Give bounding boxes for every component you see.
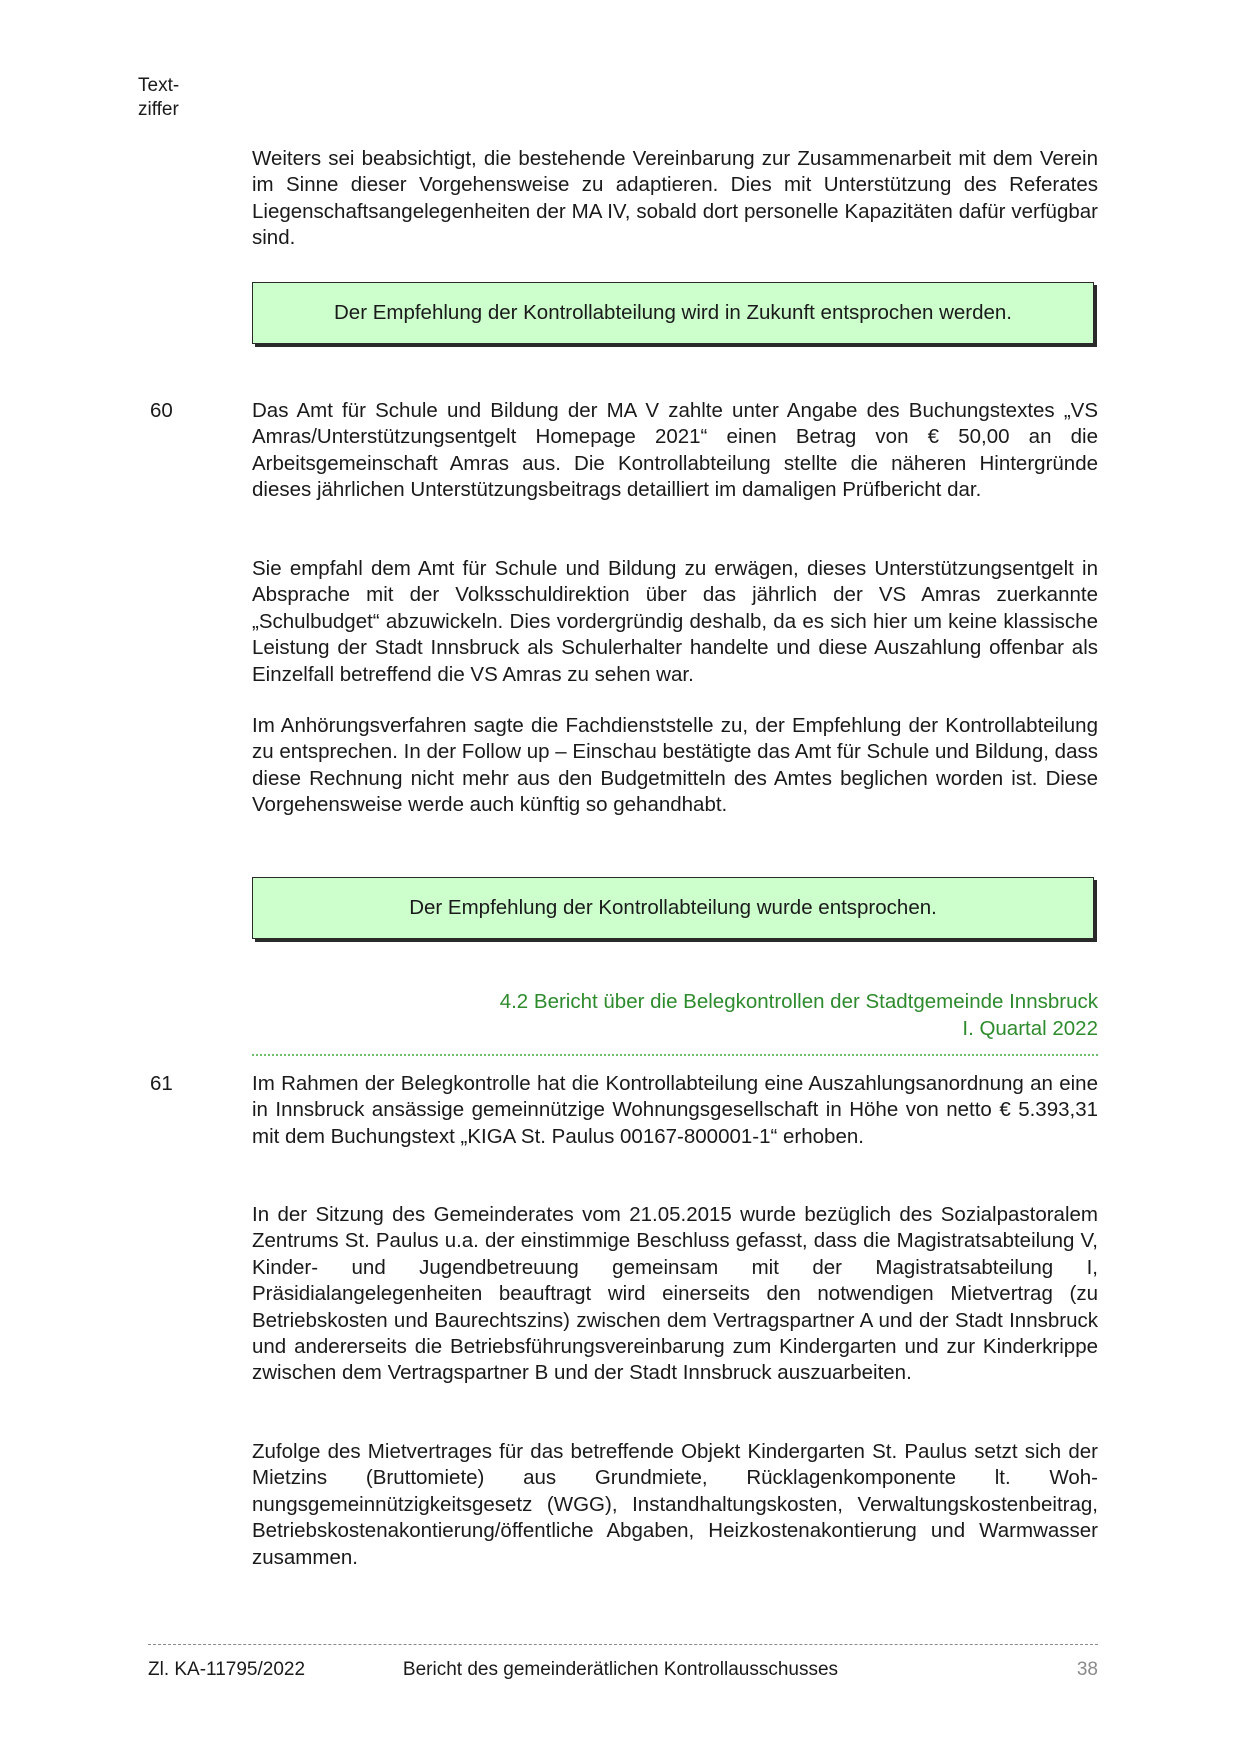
paragraph-number-61: 61 [150, 1072, 173, 1095]
intro-paragraph: Weiters sei beabsichtigt, die bestehende Vereinbarung zur Zusammenarbeit mit dem Verein im Sinne dieser Vorgehensweise zu adaptieren. Dies mit Unterstützung des Referates Liegenschaftsangelegenheiten der MA IV, sobald dort personelle Kapazitäten dafür verfügbar sind. [252, 147, 1098, 250]
recommendation-box-fulfilled: Der Empfehlung der Kontrollabteilung wurde entsprochen. [252, 877, 1094, 939]
section-heading-divider [252, 1054, 1098, 1056]
item60-paragraph-2: Sie empfahl dem Amt für Schule und Bildung zu erwägen, dieses Unterstützungsentgelt in Absprache mit der Volksschuldirektion über das jährlich der VS Amras zuerkannte „Schulbudget“ abzuwickeln. Dies vordergründig deshalb, da es sich hier um keine klassische Leistung der Stadt Innsbruck als Schulerhalter handelte und diese Auszahlung offenbar als Einzelfall betreffend die VS Amras zu sehen war. [252, 557, 1098, 686]
item61-paragraph-3: Zufolge des Mietvertrages für das betreffende Objekt Kindergarten St. Paulus setzt sich der Mietzins (Bruttomiete) aus Grundmiete, Rücklagenkomponente lt. Wohnungsgemeinnützigkeitsgesetz (WGG), Instandhaltungskosten, Verwaltungskostenbeitrag, Betriebskostenakontierung/öffentliche Abgaben, Heizkostenakontierung und Warmwasser zusammen. [252, 1440, 1098, 1569]
margin-label-textziffer: Text- ziffer [138, 75, 180, 120]
item61-paragraph-2: In der Sitzung des Gemeinderates vom 21.05.2015 wurde bezüglich des Sozialpastoralem Zentrums St. Paulus u.a. der einstimmige Beschluss gefasst, dass die Magistratsabteilung V, Kinder- und Jugendbetreuung gemeinsam mit der Magistratsabteilung I, Präsidialangelegenheiten beauftragt wird einerseits den notwendigen Mietvertrag (zu Betriebskosten und Baurechtszins) zwischen dem Vertragspartner A und der Stadt Innsbruck und andererseits die Betriebsführungsvereinbarung zum Kindergarten und zur Kinderkrippe zwischen dem Vertragspartner B und der Stadt Innsbruck auszuarbeiten. [252, 1203, 1098, 1385]
item61-paragraph-1: Im Rahmen der Belegkontrolle hat die Kontrollabteilung eine Auszahlungsanordnung an eine in Innsbruck ansässige gemeinnützige Wohnungsgesellschaft in Höhe von netto € 5.393,31 mit dem Buchungstext „KIGA St. Paulus 00167-800001-1“ erhoben. [252, 1072, 1098, 1148]
paragraph-number-60: 60 [150, 399, 173, 422]
footer-title: Bericht des gemeinderätlichen Kontrollausschusses [402, 1659, 839, 1680]
recommendation-box-future: Der Empfehlung der Kontrollabteilung wird in Zukunft entsprochen werden. [252, 282, 1094, 344]
page-number: 38 [1076, 1659, 1098, 1680]
section-heading-line1: 4.2 Bericht über die Belegkontrollen der Stadtgemeinde Innsbruck [499, 990, 1098, 1013]
footer-divider [148, 1644, 1098, 1645]
footer-reference: Zl. KA-11795/2022 [148, 1659, 306, 1680]
item60-paragraph-1: Das Amt für Schule und Bildung der MA V zahlte unter Angabe des Buchungstextes „VS Amras/Unterstützungsentgelt Homepage 2021“ einen Betrag von € 50,00 an die Arbeitsgemeinschaft Amras aus. Die Kontrollabteilung stellte die näheren Hintergründe dieses jährlichen Unterstützungsbeitrags detailliert im damaligen Prüfbericht dar. [252, 399, 1098, 502]
item60-paragraph-3: Im Anhörungsverfahren sagte die Fachdienststelle zu, der Empfehlung der Kontrollabteilung zu entsprechen. In der Follow up – Einschau bestätigte das Amt für Schule und Bildung, dass diese Rechnung nicht mehr aus den Budgetmitteln des Amtes beglichen worden ist. Diese Vorgehensweise werde auch künftig so gehandhabt. [252, 714, 1098, 817]
section-heading-line2: I. Quartal 2022 [962, 1017, 1098, 1040]
